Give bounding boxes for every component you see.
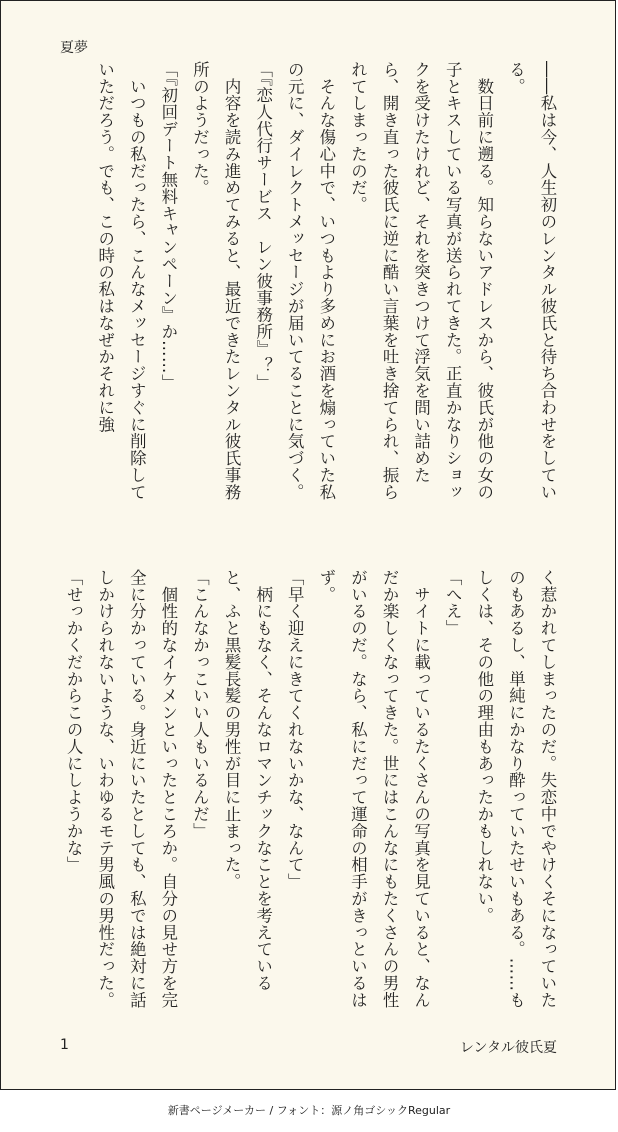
tool-credit: 新書ページメーカー / フォント：源ノ角ゴシックRegular <box>167 1104 451 1117</box>
text-column-bottom <box>59 569 563 1009</box>
paragraph: 「こんなかっこいい人もいるんだ」 <box>190 569 210 840</box>
paragraph: 個性的なイケメンといったところか。自分の見せ方を完全に分かっている。身近にいたとしても、私では絶対に話しかけられないような、いわゆるモテ男風の男性だった。 <box>95 569 178 1009</box>
paragraph: 数日前に遡る。知らないアドレスから、彼氏が他の女の子とキスしている写真が送られてきた。正直かなりショックを受けたけれど、それを突きつけて浮気を問い詰めたら、開き直った彼氏に逆に酷い言葉を吐き捨てられ、振られてしまったのだ。 <box>348 61 494 501</box>
paragraph: 「早く迎えにきてくれないかな、なんて」 <box>285 569 305 891</box>
paragraph: 「『恋人代行サービス レン彼事務所』？」 <box>253 61 273 391</box>
paragraph: 「『初回デート無料キャンペーン』か……」 <box>158 61 178 391</box>
paragraph: 柄にもなく、そんなロマンチックなことを考えていると、ふと黒髪長髪の男性が目に止まった。 <box>222 569 273 992</box>
page-number: 1 <box>60 1037 69 1053</box>
paragraph: いつもの私だったら、こんなメッセージすぐに削除していただろう。でも、この時の私はなぜかそれに強 <box>95 61 147 501</box>
running-footer: レンタル彼氏夏 <box>459 1040 557 1056</box>
text-column-top <box>59 61 563 501</box>
paragraph: 内容を読み進めてみると、最近できたレンタル彼氏事務所のようだった。 <box>190 61 242 501</box>
paragraph: 「せっかくだからこの人にしようかな」 <box>64 569 84 874</box>
paragraph: 「へえ」 <box>443 569 463 637</box>
paragraph: く惹かれてしまったのだ。失恋中でやけくそになっていたのもあるし、単純にかなり酔っていたせいもある。……もしくは、その他の理由もあったかもしれない。 <box>474 569 557 1009</box>
running-header: 夏夢 <box>60 40 88 56</box>
paragraph: そんな傷心中で、いつもより多めにお酒を煽っていた私の元に、ダイレクトメッセージが届いてることに気づく。 <box>285 61 336 501</box>
paragraph: ――私は今、人生初のレンタル彼氏と待ち合わせをしている。 <box>506 61 557 501</box>
paragraph: サイトに載っているたくさんの写真を見ていると、なんだか楽しくなってきた。世にはこんなにもたくさんの男性がいるのだ。なら、私にだって運命の相手がきっといるはず。 <box>316 569 431 1009</box>
